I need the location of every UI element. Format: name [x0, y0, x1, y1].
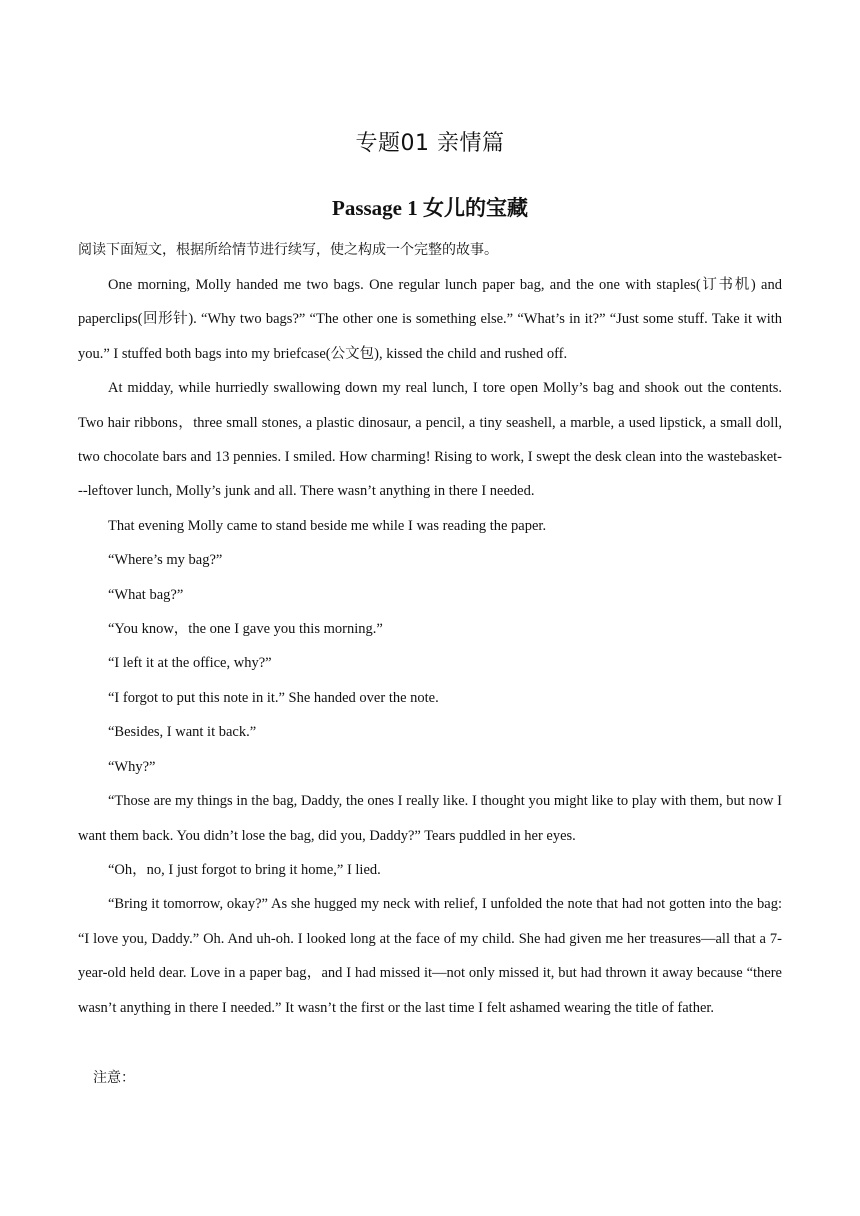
paragraph: That evening Molly came to stand beside me while I was reading the paper.: [108, 517, 547, 534]
paragraph: “Oh，no, I just forgot to bring it home,” I lied.: [108, 861, 381, 878]
paragraph: “Where’s my bag?”: [108, 552, 223, 569]
paragraph: “I left it at the office, why?”: [108, 655, 272, 672]
paragraph: “What bag?”: [108, 586, 184, 603]
paragraph: “Why?”: [108, 758, 156, 775]
passage-body: [78, 268, 782, 1025]
note-label: 注意：: [93, 1070, 135, 1086]
paragraph: “Besides, I want it back.”: [108, 724, 257, 741]
paragraph: “You know，the one I gave you this morning.”: [108, 621, 383, 638]
passage-title: Passage 1 女儿的宝藏: [332, 196, 528, 220]
topic-title: 专题01 亲情篇: [355, 131, 505, 156]
paragraph: “Bring it tomorrow, okay?” As she hugged my neck with relief, I unfolded the note that had not gotten into the bag: “I love you, Daddy.” Oh. And uh-oh. I looked long at the face of my child. She had given me her treasures—all that a 7-year-old held dear. Love in a paper bag，and I had missed it—not only missed it, but had thrown it away because “there wasn’t anything in there I needed.” It wasn’t the first or the last time I felt ashamed wearing the title of father.: [78, 896, 782, 1016]
paragraph: “I forgot to put this note in it.” She handed over the note.: [108, 689, 439, 706]
paragraph: “Those are my things in the bag, Daddy, the ones I really like. I thought you might like to play with them, but now I want them back. You didn’t lose the bag, did you, Daddy?” Tears puddled in her eyes.: [78, 793, 782, 844]
instruction-text: 阅读下面短文，根据所给情节进行续写，使之构成一个完整的故事。: [78, 242, 498, 258]
paragraph: At midday, while hurriedly swallowing down my real lunch, I tore open Molly’s bag and shook out the contents. Two hair ribbons，three small stones, a plastic dinosaur, a pencil, a tiny seashell, a marble, a used lipstick, a small doll, two chocolate bars and 13 pennies. I smiled. How charming! Rising to work, I swept the desk clean into the wastebasket---leftover lunch, Molly’s junk and all. There wasn’t anything in there I needed.: [78, 380, 782, 500]
paragraph: One morning, Molly handed me two bags. One regular lunch paper bag, and the one with staples(订书机) and paperclips(回形针). “Why two bags?” “The other one is something else.” “What’s in it?” “Just some stuff. Take it with you.” I stuffed both bags into my briefcase(公文包), kissed the child and rushed off.: [78, 277, 782, 362]
